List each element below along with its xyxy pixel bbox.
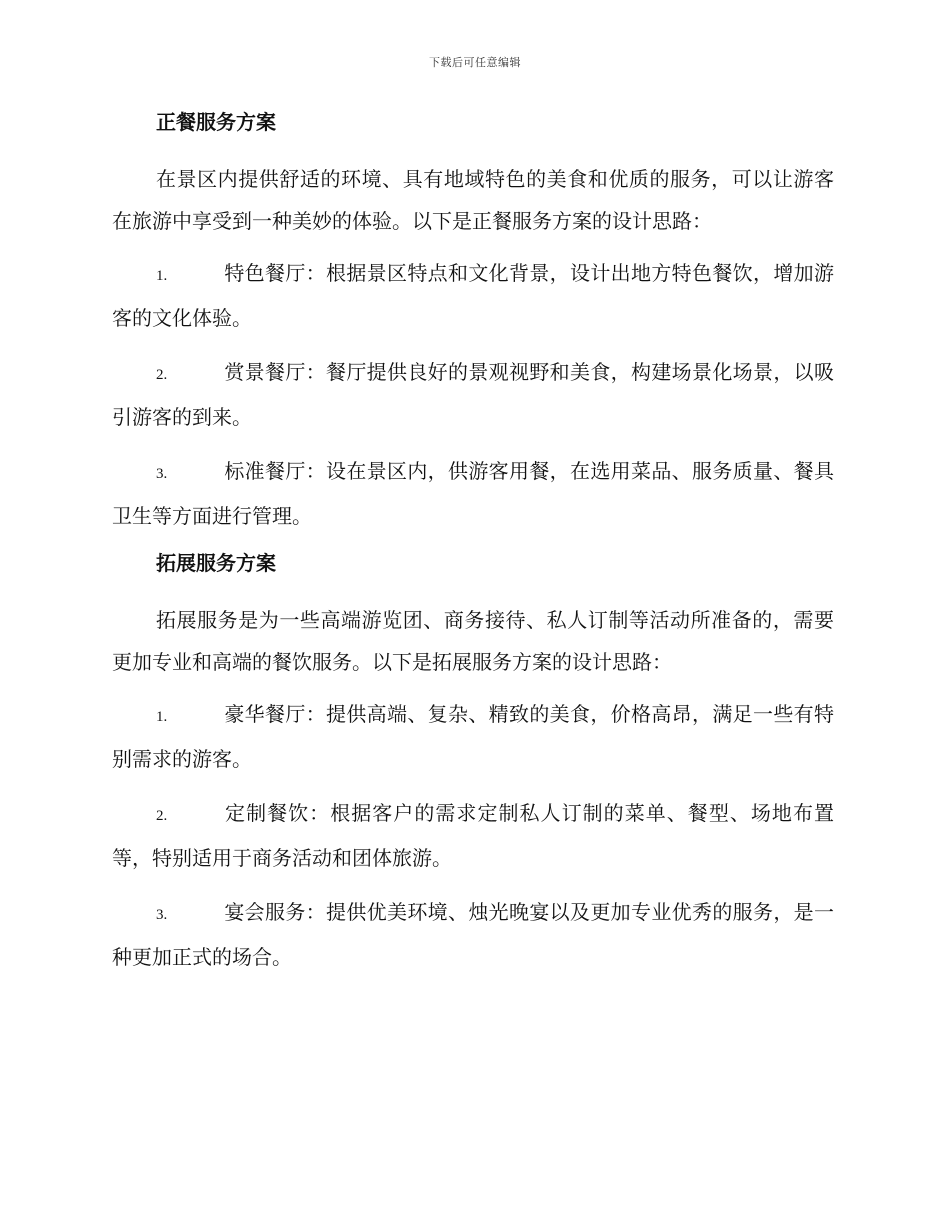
section-intro-dining: 在景区内提供舒适的环境、具有地域特色的美食和优质的服务，可以让游客在旅游中享受到一种美妙的体验。以下是正餐服务方案的设计思路： xyxy=(112,167,834,233)
list-item xyxy=(112,252,834,339)
list-number: 3. xyxy=(156,907,168,923)
list-number: 1. xyxy=(156,268,168,284)
header-note: 下载后可任意编辑 xyxy=(429,56,521,69)
list-number: 2. xyxy=(156,808,168,824)
list-text: 标准餐厅：设在景区内，供游客用餐，在选用菜品、服务质量、餐具卫生等方面进行管理。 xyxy=(112,459,834,528)
list-text: 赏景餐厅：餐厅提供良好的景观视野和美食，构建场景化场景，以吸引游客的到来。 xyxy=(112,360,834,429)
list-text: 定制餐饮：根据客户的需求定制私人订制的菜单、餐型、场地布置等，特别适用于商务活动和团体旅游。 xyxy=(112,801,834,870)
list-item xyxy=(112,351,834,438)
list-number: 3. xyxy=(156,466,168,482)
list-text: 豪华餐厅：提供高端、复杂、精致的美食，价格高昂，满足一些有特别需求的游客。 xyxy=(112,702,834,771)
list-text: 宴会服务：提供优美环境、烛光晚宴以及更加专业优秀的服务，是一种更加正式的场合。 xyxy=(112,900,834,969)
section-intro-extended: 拓展服务是为一些高端游览团、商务接待、私人订制等活动所准备的，需要更加专业和高端的餐饮服务。以下是拓展服务方案的设计思路： xyxy=(112,608,834,674)
list-number: 1. xyxy=(156,709,168,725)
list-item xyxy=(112,891,834,978)
list-number: 2. xyxy=(156,367,168,383)
list-item xyxy=(112,450,834,537)
section-title-dining: 正餐服务方案 xyxy=(156,110,276,134)
document-body xyxy=(112,108,834,990)
list-item xyxy=(112,792,834,879)
list-item xyxy=(112,693,834,780)
list-text: 特色餐厅：根据景区特点和文化背景，设计出地方特色餐饮，增加游客的文化体验。 xyxy=(112,261,834,330)
section-title-extended: 拓展服务方案 xyxy=(156,551,276,575)
